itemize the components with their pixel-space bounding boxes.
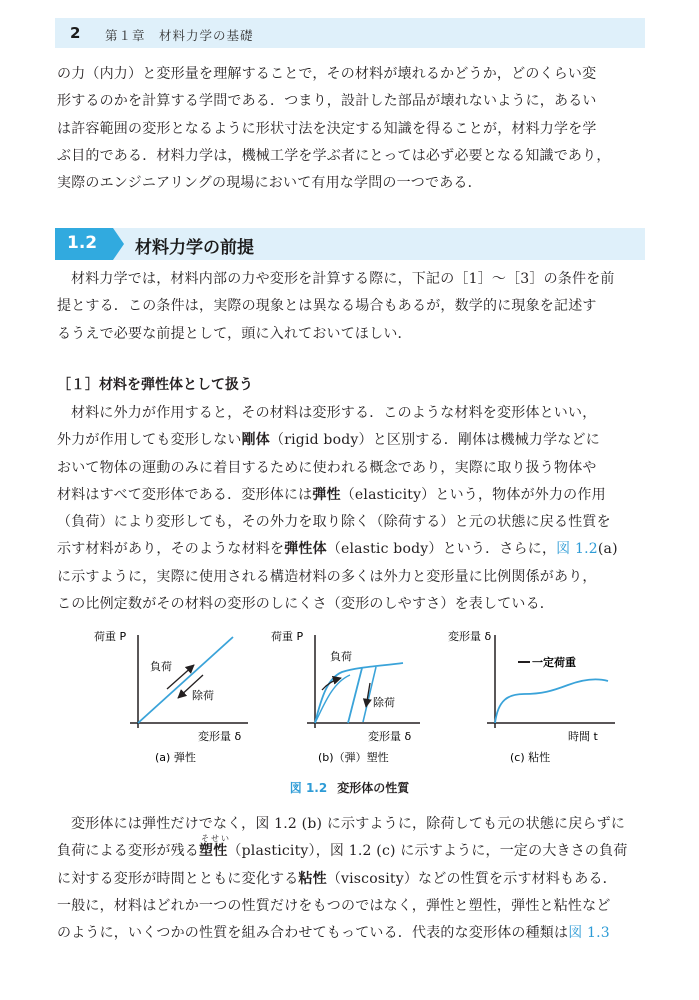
premise-paragraph [57, 266, 645, 348]
page-number: 2 [70, 24, 81, 42]
keyword-viscosity: 粘性 [298, 870, 327, 887]
panel-c-x-label: 時間 t [568, 730, 598, 743]
figure-caption-text: 変形体の性質 [337, 781, 410, 795]
text-line: この比例定数がその材料の変形のしにくさ（変形のしやすさ）を表している． [57, 596, 554, 613]
closing-paragraph [57, 811, 645, 947]
figure-reference-link[interactable]: 図 1.2 [556, 541, 598, 558]
keyword-elastic-body: 弾性体 [284, 541, 327, 558]
text-line: 実際のエンジニアリングの現場において有用な学問の一つである． [57, 175, 482, 192]
panel-b-plastic [271, 629, 420, 764]
elastic-paragraph [57, 400, 645, 618]
panel-b-x-label: 変形量 δ [368, 730, 412, 743]
text-line: 示す材料があり，そのような材料を弾性体（elastic body）という．さらに，図 1.2(a) [57, 541, 618, 558]
text-line: の力（内力）と変形量を理解することで，その材料が壊れるかどうか，どのくらい変 [57, 66, 597, 82]
text-line: は許容範囲の変形となるように形状寸法を決定する知識を得ることが，材料力学を学 [57, 120, 597, 137]
section-title: 材料力学の前提 [135, 238, 254, 258]
panel-b-caption: (b)（弾）塑性 [318, 751, 389, 764]
section-heading [55, 228, 645, 260]
subsection-heading: ［１］材料を弾性体として扱う [57, 377, 253, 393]
keyword-plasticity: そせい 塑性 [199, 838, 227, 865]
panel-a-elastic-line [138, 637, 233, 723]
panel-b-loading-curve [315, 663, 403, 723]
panel-c-caption: (c) 粘性 [510, 751, 551, 764]
panel-a-unload-label: 除荷 [192, 689, 214, 702]
keyword-elasticity: 弾性 [312, 486, 341, 503]
panel-c-legend: 一定荷重 [532, 656, 576, 669]
panel-b-load-label: 負荷 [330, 650, 352, 663]
text-line: に示すように，実際に使用される構造材料の多くは外力と変形量に比例関係があり， [57, 568, 597, 585]
panel-b-unload-line-2 [363, 667, 376, 722]
figure-1-2 [0, 615, 699, 805]
panel-b-unload-line [348, 668, 362, 723]
section-number: 1.2 [67, 233, 98, 253]
text-line: 変形体には弾性だけでなく，図 1.2 (b) に示すように，除荷しても元の状態に戻らずに [71, 816, 626, 832]
panel-a-load-label: 負荷 [150, 660, 172, 673]
text-line: 提とする．この条件は，実際の現象とは異なる場合もあるが，数学的に現象を記述す [57, 298, 597, 315]
panel-c-creep-curve [495, 679, 608, 723]
text-line: 形するのかを計算する学問である．つまり，設計した部品が壊れないように，あるい [57, 93, 597, 110]
text-line: に対する変形が時間とともに変化する粘性（viscosity）などの性質を示す材料もある． [57, 870, 617, 887]
panel-a-y-label: 荷重 P [94, 630, 127, 643]
panel-c-viscous [448, 629, 615, 764]
section-number-box [55, 228, 113, 260]
text-line: おいて物体の運動のみに着目するために使われる概念であり，実際に取り扱う物体や [57, 459, 597, 476]
text-line: （負荷）により変形しても，その外力を取り除く（除荷する）と元の状態に戻る性質を [57, 514, 611, 531]
text-line: 外力が作用しても変形しない剛体（rigid body）と区別する．剛体は機械力学などに [57, 432, 600, 449]
running-header [55, 18, 645, 48]
panel-a-elastic [94, 629, 248, 764]
panel-b-unload-label: 除荷 [373, 696, 395, 709]
text-line: 負荷による変形が残る そせい 塑性（plasticity），図 1.2 (c) に示すように，一定の大きさの負荷 [57, 838, 645, 865]
panel-c-y-label: 変形量 δ [448, 630, 492, 643]
keyword-rigid-body: 剛体 [241, 432, 271, 449]
text-line: のように，いくつかの性質を組み合わせてもっている．代表的な変形体の種類は図 1.3 [57, 925, 610, 942]
figure-caption-number: 図 1.2 [289, 781, 328, 795]
text-line: 材料はすべて変形体である．変形体には弾性（elasticity）という，物体が外力の作用 [57, 486, 606, 503]
chapter-title: 第１章 材料力学の基礎 [105, 28, 254, 43]
text-line: るうえで必要な前提として，頭に入れておいてほしい． [57, 325, 412, 342]
panel-a-caption: (a) 弾性 [155, 751, 196, 764]
section-arrow-icon [113, 228, 124, 260]
text-line: ぶ目的である．材料力学は，機械工学を学ぶ者にとっては必ず必要となる知識であり， [57, 147, 611, 164]
panel-b-y-label: 荷重 P [271, 630, 304, 643]
panel-a-x-label: 変形量 δ [198, 730, 242, 743]
text-line: 材料力学では，材料内部の力や変形を計算する際に，下記の［1］〜［3］の条件を前 [71, 271, 615, 287]
intro-paragraph [57, 61, 645, 197]
figure-caption [0, 779, 699, 796]
ruby-reading: そせい [201, 834, 231, 844]
figure-1-3-reference-link[interactable]: 図 1.3 [568, 925, 610, 942]
text-line: 一般に，材料はどれか一つの性質だけをもつのではなく，弾性と塑性，弾性と粘性など [57, 897, 611, 914]
text-line: 材料に外力が作用すると，その材料は変形する．このような材料を変形体といい， [71, 405, 597, 421]
